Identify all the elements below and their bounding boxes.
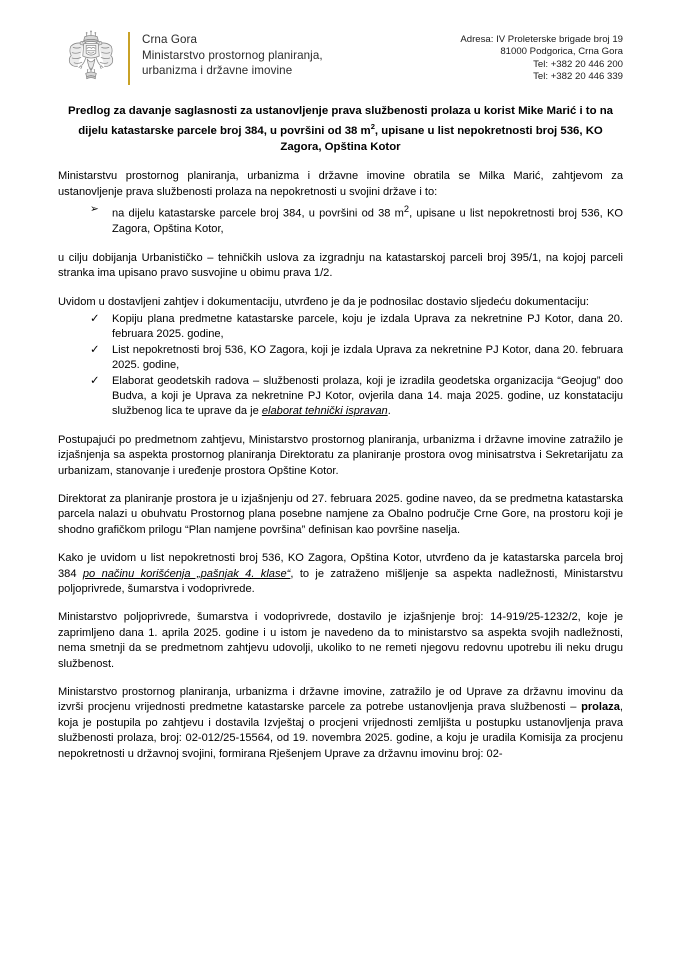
letterhead-divider [128, 32, 130, 85]
montenegro-coat-of-arms-icon [64, 29, 118, 85]
doc-item-1-text: Kopiju plana predmetne katastarske parcele, koju je izdala Uprava za nekretnine PJ Kotor, dana 20. februara 2025. godine, [112, 312, 623, 341]
paragraph-valuation [58, 685, 623, 762]
list-item [90, 312, 623, 343]
request-bullet-list [58, 202, 623, 238]
title-line-2a: Mike Marić i to na dijelu katastarske parcele broj 384, u površini od 38 m [78, 105, 614, 137]
title-line-2b: , upisane u [374, 125, 435, 137]
list-item [90, 374, 623, 420]
letterhead-left [58, 28, 323, 85]
bullet-text-b: , upisane u list nepokretnosti broj 536, KO Zagora, Opština Kotor, [112, 207, 623, 236]
doc-item-3-emphasis: elaborat tehnički ispravan [261, 405, 388, 418]
contact-block [460, 28, 623, 84]
ministry-name-line2: urbanizma i državne imovine [142, 64, 293, 78]
doc-item-3-text-a: Elaborat geodetskih radova – službenosti prolaza, koji je izradila geodetska organizacija “Geojug” doo Budva, a koji je Uprava za nekretnine PJ Kotor, ovjerila dana 14. maja 2025. godine, uz konstataciju službenog lica te uprave da je [112, 374, 623, 418]
land-use-text-b: , to je zatraženo mišljenje sa aspekta nadležnosti, Ministarstvu poljoprivrede, šumarstva i vodoprivrede. [58, 567, 624, 596]
paragraph-land-use [58, 551, 623, 597]
contact-address: Adresa: IV Proleterske brigade broj 19 [460, 34, 623, 45]
doc-item-3-text-b: . [387, 405, 391, 418]
organization-block [142, 28, 323, 79]
paragraph-documentation-intro: Uvidom u dostavljeni zahtjev i dokumentaciju, utvrđeno je da je podnosilac dostavio sljedeću dokumentaciju: [58, 295, 589, 308]
paragraph-directorate-opinion: Direktorat za planiranje prostora je u izjašnjenju od 27. februara 2025. godine naveo, da se predmetna katastarska parcela nalazi u obuhvatu Prostornog plana posebne namjene za Obalno područje Crne Gore, na prostoru koji je shodno grafičkom prilogu “Plan namjene površina” definisan kao površine naselja. [58, 493, 623, 536]
paragraph-request-intro: Ministarstvu prostornog planiranja, urbanizma i državne imovine obratila se Milka Marić, zahtjevom za ustanovljenje prava službenosti prolaza na nepokretnosti u svojini države i to: [58, 170, 623, 198]
check-bullet-icon: ✓ [90, 312, 100, 325]
title-line-1: Predlog za davanje saglasnosti za ustanovljenje prava službenosti prolaza u korist [67, 105, 515, 117]
documentation-list [58, 312, 623, 420]
list-item [90, 343, 623, 374]
valuation-strong: prolaza [581, 701, 620, 714]
ministry-name-line1: Ministarstvo prostornog planiranja, [142, 48, 323, 62]
bullet-superscript: 2 [403, 204, 410, 215]
paragraph-agriculture-ministry: Ministarstvo poljoprivrede, šumarstva i vodoprivrede, dostavilo je izjašnjenje broj: 14-919/25-1232/2, koje je zaprimljeno dana 1. aprila 2025. godine i u istom je navedeno da to ministarstvo sa aspekta svojih nadležnosti, nema smetnji da se predmetnom zahtjevu udovolji, ukoliko to ne remeti njegovu redovnu upotrebu ili neku drugu službenost. [58, 611, 623, 670]
check-bullet-icon: ✓ [90, 343, 100, 356]
bullet-text-a: na dijelu katastarske parcele broj 384, u površini od 38 m [112, 207, 404, 220]
valuation-text-b: , koja je postupila po zahtjevu i dostavila Izvještaj o procjeni vrijednosti zemljišta u postupku ustanovljenja prava službenosti prolaza, broj: 02-012/25-15564, od 19. novembra 2025. godine, a koju je uradila Komisija za procjenu nepokretnosti u državnoj svojini, formirana Rješenjem Uprave za državnu imovinu broj: 02- [58, 701, 623, 760]
paragraph-purpose: u cilju dobijanja Urbanističko – tehničkih uslova za izgradnju na katastarskoj parceli broj 395/1, na kojoj parceli stranka ima upisano pravo susvojine u obimu prava 1/2. [58, 251, 623, 280]
doc-item-2-text: List nepokretnosti broj 536, KO Zagora, koji je izdala Uprava za nekretnine PJ Kotor, dana 20. februara 2025. godine, [112, 343, 623, 372]
letterhead [58, 28, 623, 85]
contact-phone-2: Tel: +382 20 446 339 [533, 71, 623, 83]
valuation-text-a: Ministarstvo prostornog planiranja, urbanizma i državne imovine, zatražilo je od Uprave za državnu imovinu da izvrši procjenu vrijednosti predmetne katastarske parcele za potrebe ustanovljenja prava službenosti – [58, 686, 623, 714]
contact-city: 81000 Podgorica, Crna Gora [500, 46, 623, 58]
check-bullet-icon: ✓ [90, 374, 100, 387]
title-line-3: list nepokretnosti broj 536, KO Zagora, Opština Kotor [280, 125, 603, 154]
contact-phone-1: Tel: +382 20 446 200 [533, 58, 623, 70]
title-superscript: 2 [370, 122, 375, 132]
list-item [90, 202, 623, 238]
paragraph-procedure: Postupajući po predmetnom zahtjevu, Ministarstvo prostornog planiranja, urbanizma i državne imovine zatražilo je izjašnjenja sa aspekta prostornog planiranja Direktoratu za planiranje prostora ovog minisatrstva i Sekretarijatu za urbanizam, stanovanje i uređenje prostora Opštine Kotor. [58, 433, 623, 477]
land-use-emphasis: po načinu korišćenja „pašnjak 4. klase“ [82, 567, 291, 580]
land-use-text-a: Kako je uvidom u list nepokretnosti broj 536, KO Zagora, Opština Kotor, utvrđeno da je katastarska parcela broj 384 [58, 552, 623, 580]
document-title [60, 103, 621, 155]
country-name: Crna Gora [142, 33, 198, 46]
arrow-bullet-icon: ➢ [90, 204, 99, 216]
